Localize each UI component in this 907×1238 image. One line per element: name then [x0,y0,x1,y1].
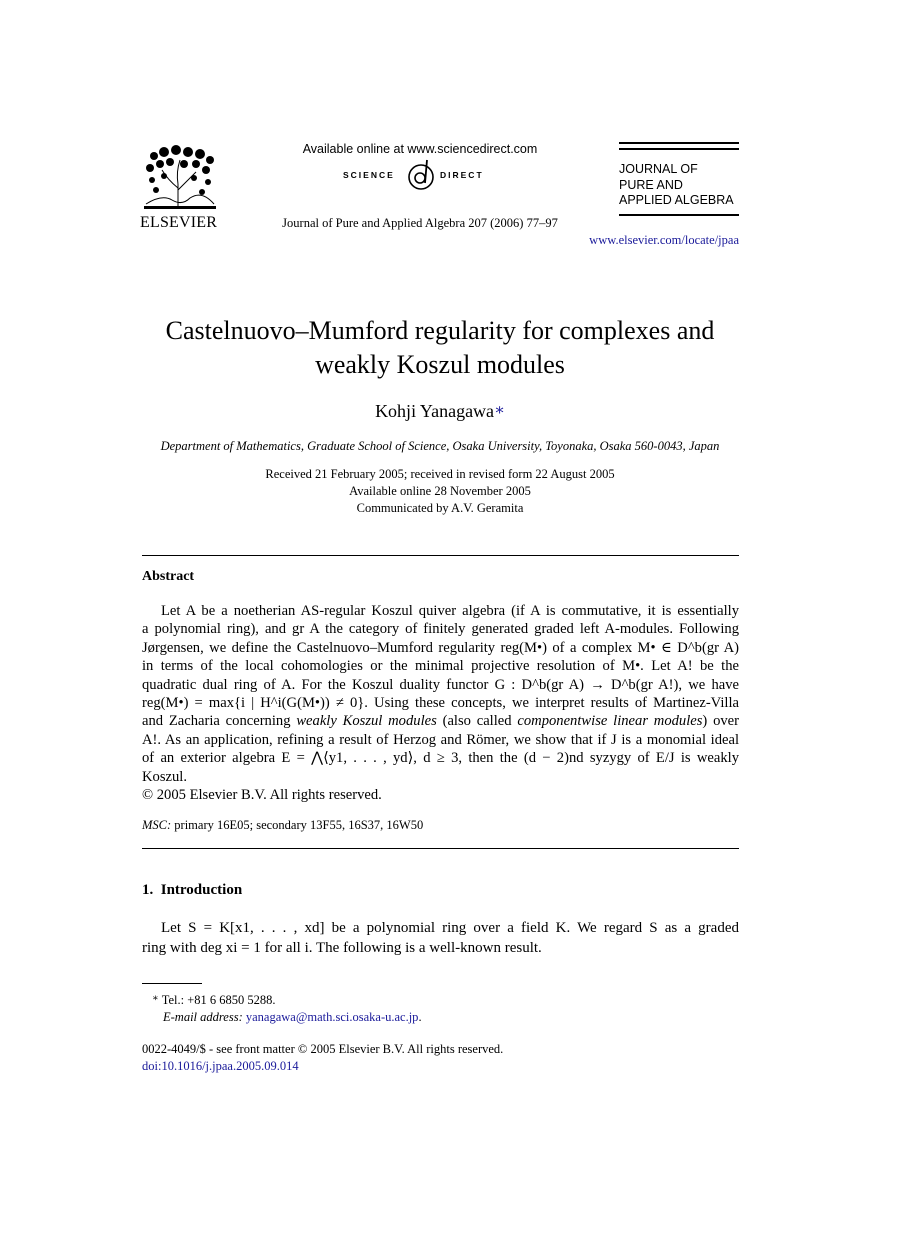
abstract-line-7-post: ) over [702,713,739,730]
footnote-email-line [152,1009,422,1026]
abstract-line-8: A!. As an application, refining a result of Herzog and Römer, we show that if J is a monomial ideal [142,731,739,748]
abstract-line-2: a polynomial ring), and gr A the category of finitely generated graded left A-modules. Following [142,621,739,638]
msc-codes: primary 16E05; secondary 13F55, 16S37, 16W50 [174,818,424,832]
journal-rule-second [619,148,739,150]
footnote-email-label: E-mail address: [163,1010,243,1024]
abstract-emph-weakly-koszul: weakly Koszul modules [296,713,437,730]
sciencedirect-right: DIRECT [440,170,484,180]
journal-citation: Journal of Pure and Applied Algebra 207 (2006) 77–97 [282,216,558,230]
footnote-tel-line [152,990,422,1009]
footnote-tel: Tel.: +81 6 6850 5288. [161,993,276,1007]
dates-block [200,466,680,517]
title-line-1: Castelnuovo–Mumford regularity for complexes and [165,316,715,345]
bottom-info [142,1041,503,1075]
journal-rule-top [619,142,739,144]
abstract-line-5: quadratic dual ring of A. For the Koszul duality functor G : D^b(gr A) → D^b(gr A!), we have [142,676,739,693]
intro-line-1: Let S = K[x1, . . . , xd] be a polynomial ring over a field K. We regard S as a graded [161,920,739,936]
abstract-bottom-rule [142,848,739,849]
available-online-text: Available online at www.sciencedirect.com [302,142,538,156]
abstract-heading: Abstract [142,569,195,584]
footnote-email-link[interactable]: yanagawa@math.sci.osaka-u.ac.jp [245,1010,419,1024]
abstract-line-10: Koszul. [142,768,187,785]
abstract-line-9: of an exterior algebra E = ⋀⟨y1, . . . , yd⟩, d ≥ 3, then the (d − 2)nd syzygy of E/J is weakly [142,750,739,767]
abstract-body [142,602,739,804]
affiliation: Department of Mathematics, Graduate School of Science, Osaka University, Toyonaka, Osaka 560-0043, Japan [160,439,720,453]
journal-rule-bottom [619,214,739,216]
intro-heading-number: 1. [142,882,154,898]
elsevier-wordmark: ELSEVIER [140,214,218,231]
msc-label: MSC: [142,818,172,832]
abstract-line-7 [142,712,739,730]
paper-title [100,314,780,382]
sciencedirect-at-icon [406,158,436,192]
communicated-by: Communicated by A.V. Geramita [356,501,524,515]
intro-body [142,918,739,958]
msc-line [142,818,423,833]
available-date: Available online 28 November 2005 [349,484,531,498]
footnote-mark: ∗ [152,993,159,1004]
author-line [300,400,580,422]
author-footnote-mark[interactable]: ∗ [494,402,505,419]
title-line-2: weakly Koszul modules [315,350,565,379]
abstract-copyright: © 2005 Elsevier B.V. All rights reserved. [142,787,382,804]
journal-name-block [619,162,734,209]
journal-name-line-1: JOURNAL OF [619,162,698,176]
journal-url-link[interactable]: www.elsevier.com/locate/jpaa [589,233,739,247]
doi-link[interactable]: doi:10.1016/j.jpaa.2005.09.014 [142,1059,299,1073]
sciencedirect-left: SCIENCE [343,170,395,180]
issn-line: 0022-4049/$ - see front matter © 2005 Elsevier B.V. All rights reserved. [142,1042,504,1056]
elsevier-tree-logo-icon [142,144,218,214]
intro-heading [142,882,242,899]
abstract-line-7-pre: and Zacharia concerning [142,713,291,730]
abstract-line-3: Jørgensen, we define the Castelnuovo–Mumford regularity reg(M•) of a complex M• ∈ D^b(gr A) [142,639,739,656]
abstract-line-1: Let A be a noetherian AS-regular Koszul quiver algebra (if A is commutative, it is essentially [161,603,739,619]
abstract-emph-componentwise: componentwise linear modules [517,713,703,730]
abstract-line-6: reg(M•) = max{i | H^i(G(M•)) ≠ 0}. Using these concepts, we interpret results of Martinez-Villa [142,695,739,712]
received-date: Received 21 February 2005; received in revised form 22 August 2005 [265,467,615,481]
footnote-rule [142,983,202,984]
abstract-line-4: in terms of the local cohomologies or the minimal projective resolution of M•. Let A! be the [142,658,739,675]
author-name: Kohji Yanagawa [375,401,495,421]
footnote-block [152,990,422,1026]
intro-heading-text: Introduction [160,882,243,898]
abstract-top-rule [142,555,739,556]
intro-line-2: ring with deg xi = 1 for all i. The following is a well-known result. [142,940,542,956]
journal-name-line-3: APPLIED ALGEBRA [619,193,734,207]
journal-name-line-2: PURE AND [619,177,683,192]
footnote-email-end: . [418,1010,422,1024]
abstract-line-7-mid: (also called [442,713,512,730]
